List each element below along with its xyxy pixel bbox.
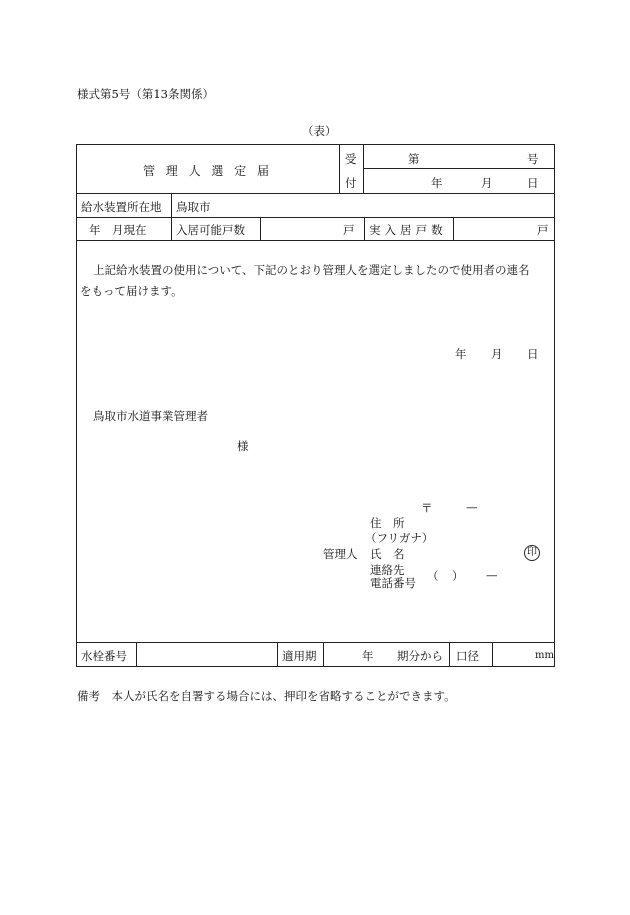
postal-mark: 〒 [421,501,433,515]
postal-dash: — [466,500,478,514]
recipient: 鳥取市水道事業管理者 [93,409,208,423]
phone-paren-open: （ [427,569,439,583]
reception-label-top: 受 [345,152,357,166]
location-label: 給水装置所在地 [81,200,162,214]
possible-units-unit: 戸 [343,223,355,237]
footnote: 備考 本人が氏名を自署する場合には、押印を省略することができます。 [77,689,456,703]
reception-dai: 第 [408,152,420,166]
diameter-unit: mm [535,650,554,661]
body-line-1: 上記給水装置の使用について、下記のとおり管理人を選定しましたので使用者の連名 [93,263,530,277]
phone-paren-close: ） [452,569,464,583]
side-label: （表） [302,124,337,138]
reception-year: 年 [431,176,443,190]
phone-dash: — [486,568,498,582]
manager-role-label: 管理人 [323,547,358,561]
apply-period-label: 適用期 [282,649,317,663]
reception-day: 日 [527,176,539,190]
body-day: 日 [527,347,539,361]
form-title: 管理人選定届 [143,164,280,178]
apply-year: 年 [362,649,374,663]
contact-label: 連絡先 [370,563,405,577]
furigana-label: （フリガナ） [365,531,434,545]
actual-units-unit: 戸 [537,223,549,237]
location-value: 鳥取市 [176,200,211,214]
apply-suffix: 期分から [397,649,443,663]
form-number: 様式第5号（第13条関係） [77,87,214,101]
reception-go: 号 [527,152,539,166]
phone-label: 電話番号 [370,576,416,590]
seal-mark-icon: 印 [524,545,540,561]
body-month: 月 [491,347,503,361]
recipient-honorific: 様 [237,439,249,453]
actual-units-label: 実入居戸数 [369,223,447,237]
name-label: 氏 名 [370,547,405,561]
address-label: 住 所 [370,516,405,530]
body-year: 年 [455,347,467,361]
body-line-2: をもって届けます。 [80,284,183,298]
reception-month: 月 [481,176,493,190]
meter-number-label: 水栓番号 [81,649,127,663]
reception-label-bottom: 付 [345,176,357,190]
diameter-label: 口径 [456,649,479,663]
date-current-label: 年 月現在 [89,223,147,237]
possible-units-label: 入居可能戸数 [176,223,245,237]
